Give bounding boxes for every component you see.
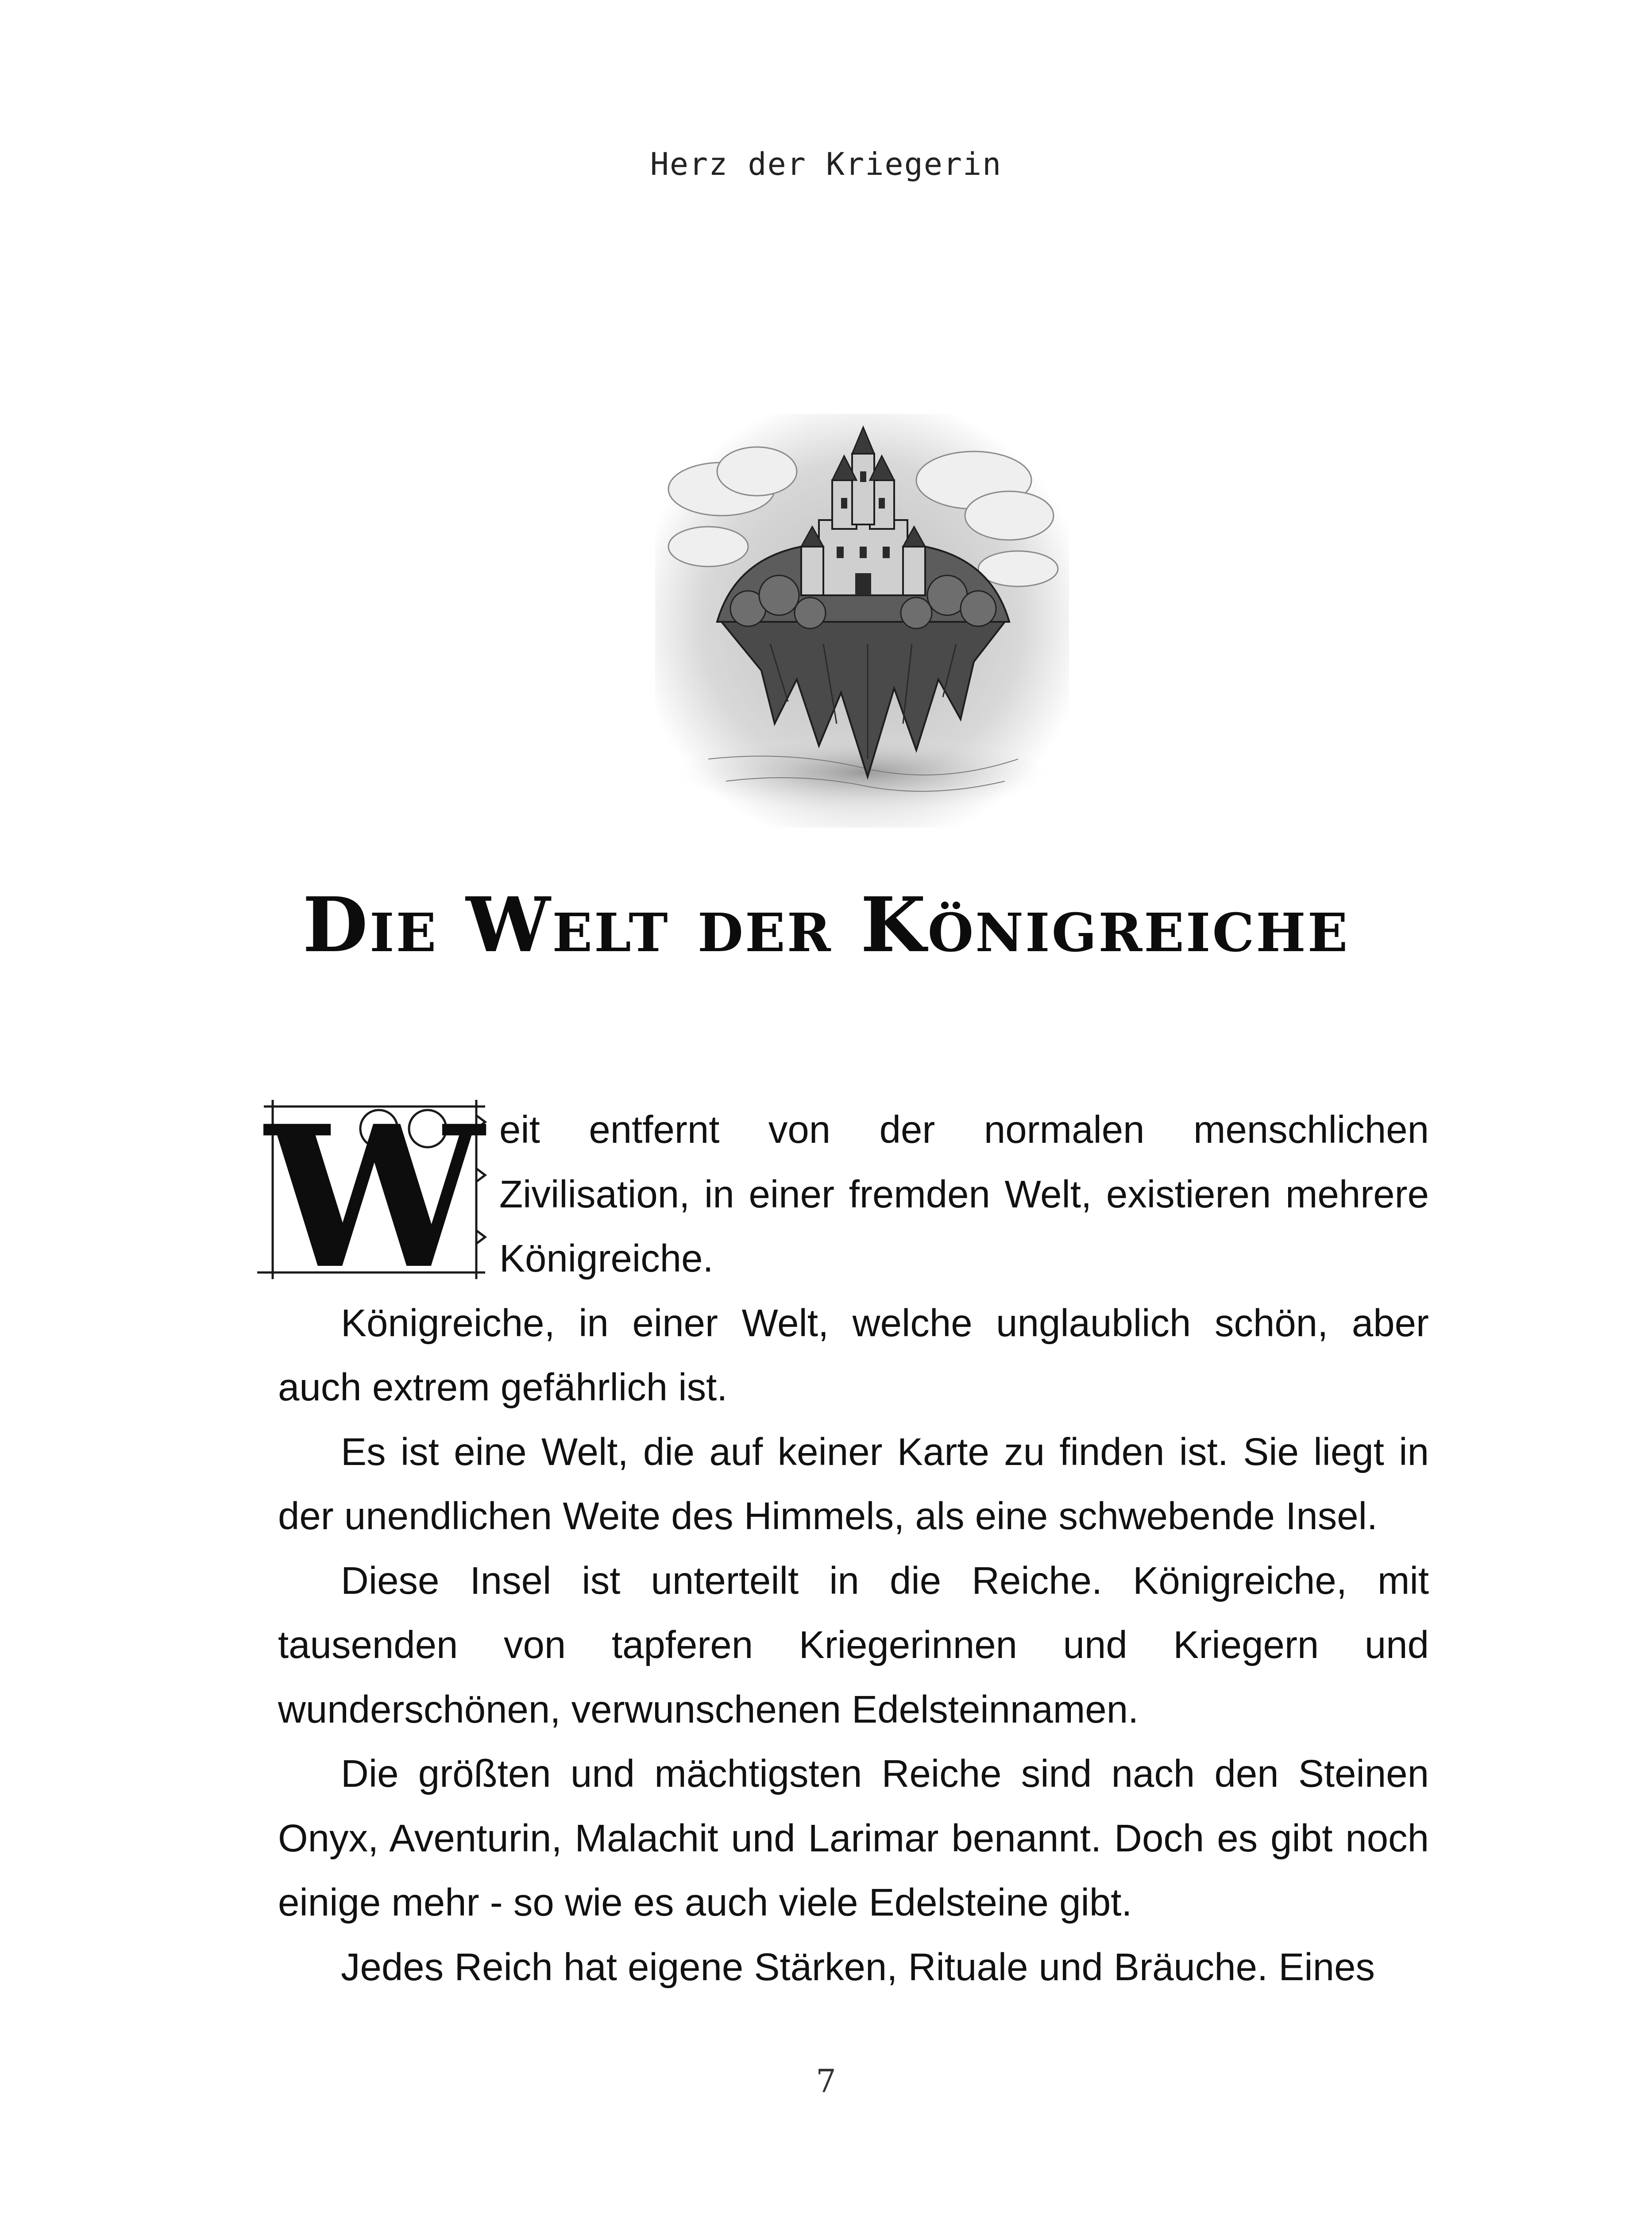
paragraph: Diese Insel ist unterteilt in die Reiche. Königreiche, mit tausenden von tapferen Kriegerinnen und Kriegern und wunderschönen, verwunschenen Edelsteinnamen. [278, 1559, 1429, 1731]
paragraph: eit entfernt von der normalen menschlichen Zivilisation, in einer fremden Welt, existieren mehrere Königreiche. [499, 1108, 1429, 1280]
drop-cap-w-icon [255, 1098, 494, 1284]
chapter-body-text [265, 1098, 1429, 1999]
paragraph: Es ist eine Welt, die auf keiner Karte zu finden ist. Sie liegt in der unendlichen Weite des Himmels, als eine schwebende Insel. [278, 1430, 1429, 1538]
paragraph: Jedes Reich hat eigene Stärken, Rituale und Bräuche. Eines [341, 1945, 1375, 1989]
paragraph: Die größten und mächtigsten Reiche sind nach den Steinen Onyx, Aventurin, Malachit und Larimar benannt. Doch es gibt noch einige mehr - so wie es auch viele Edelsteine gibt. [278, 1752, 1429, 1924]
running-header: Herz der Kriegerin [650, 146, 1002, 182]
page-number: 7 [816, 2063, 836, 2100]
chapter-title: Die Welt der Königreiche [302, 881, 1350, 969]
floating-island-castle-illustration [655, 414, 1069, 828]
paragraph: Königreiche, in einer Welt, welche unglaublich schön, aber auch extrem gefährlich ist. [278, 1301, 1429, 1409]
drop-cap-letter: W [265, 1098, 484, 1284]
